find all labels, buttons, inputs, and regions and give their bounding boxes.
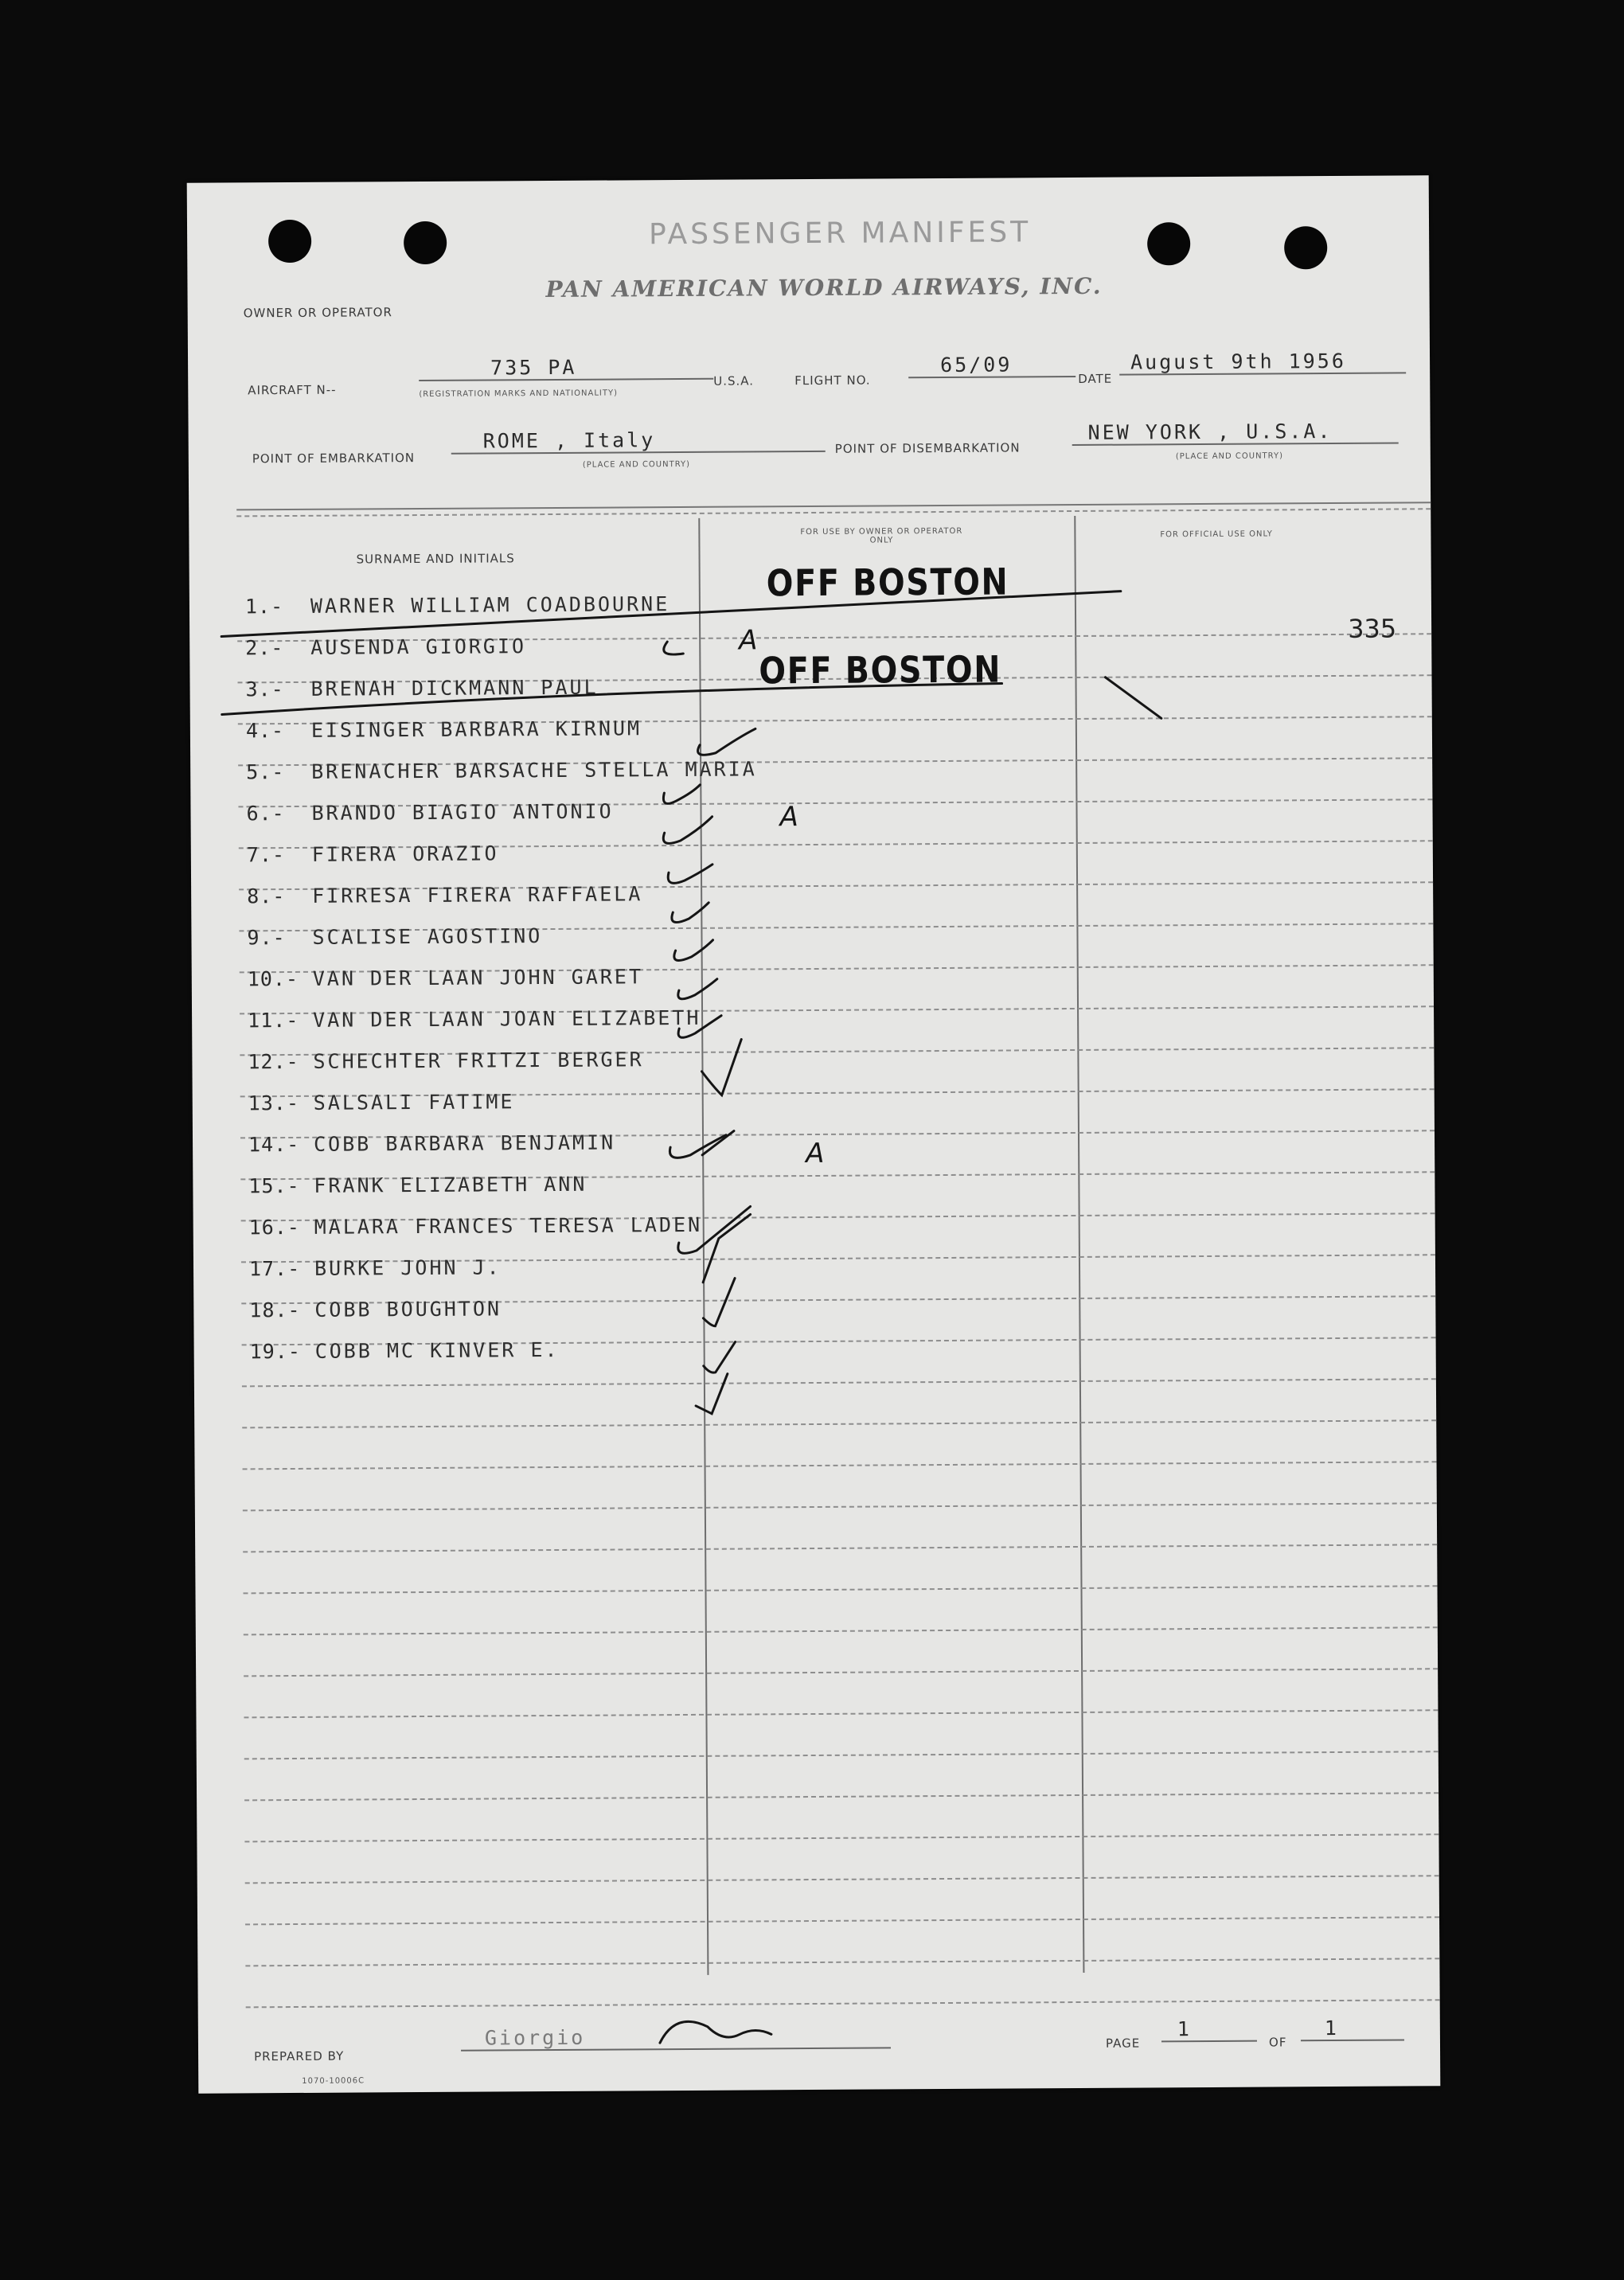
passenger-number: 4.- (245, 719, 285, 743)
check-mark (663, 817, 712, 844)
manifest-sheet (187, 175, 1441, 2093)
passenger-name: MALARA FRANCES TERESA LADEN (314, 1212, 703, 1239)
page-label: PAGE (1105, 2036, 1141, 2051)
owner-label: OWNER OR OPERATOR (243, 305, 392, 321)
disembarkation-caption: (PLACE AND COUNTRY) (1175, 451, 1284, 462)
passenger-name: VAN DER LAAN JOAN ELIZABETH (313, 1005, 701, 1032)
passenger-name: EISINGER BARBARA KIRNUM (310, 716, 642, 742)
passenger-name: WARNER WILLIAM COADBOURNE (310, 592, 670, 618)
check-mark (702, 1131, 734, 1155)
check-mark (678, 979, 717, 999)
passenger-name: COBB MC KINVER E. (314, 1337, 560, 1363)
passenger-name: COBB BARBARA BENJAMIN (313, 1130, 616, 1156)
passenger-number: 3.- (245, 677, 284, 701)
check-mark (701, 1040, 741, 1095)
passenger-number: 6.- (246, 802, 285, 826)
column-header-owner-use: FOR USE BY OWNER OR OPERATOR ONLY (800, 526, 963, 545)
official-number: 335 (1348, 613, 1397, 644)
passenger-name: AUSENDA GIORGIO (310, 634, 527, 659)
passenger-number: 11.- (248, 1008, 299, 1033)
passenger-name: BURKE JOHN J. (314, 1255, 502, 1280)
passenger-name: SALSALI FATIME (313, 1090, 515, 1115)
check-mark (670, 1135, 726, 1158)
date-label: DATE (1078, 371, 1113, 386)
handwritten-a-mark: A (806, 1137, 825, 1170)
disembarkation-value: NEW YORK , U.S.A. (1072, 419, 1399, 446)
passenger-number: 13.- (248, 1091, 300, 1115)
check-mark (696, 1374, 728, 1414)
check-mark (678, 1016, 721, 1038)
passenger-number: 17.- (248, 1256, 301, 1281)
check-mark (697, 728, 755, 755)
column-header-official-use: FOR OFFICIAL USE ONLY (1160, 529, 1273, 540)
passenger-name: FRANK ELIZABETH ANN (314, 1172, 588, 1197)
check-mark (677, 1206, 750, 1253)
usa-label: U.S.A. (713, 373, 755, 388)
page-total: 1 (1301, 2016, 1404, 2041)
aircraft-label: AIRCRAFT N-- (248, 382, 337, 398)
passenger-number: 10.- (247, 966, 299, 991)
airline-name: PAN AMERICAN WORLD AIRWAYS, INC. (545, 272, 1103, 303)
handwritten-a-mark: A (739, 624, 758, 657)
passenger-number: 12.- (248, 1049, 299, 1074)
off-boston-stamp: OFF BOSTON (766, 560, 1009, 605)
passenger-name: SCHECHTER FRITZI BERGER (313, 1048, 644, 1073)
passenger-number: 9.- (247, 926, 286, 950)
embarkation-caption: (PLACE AND COUNTRY) (582, 459, 691, 470)
strike-through-line (1105, 677, 1161, 718)
passenger-number: 15.- (248, 1173, 300, 1198)
page-number: 1 (1161, 2017, 1257, 2043)
passenger-name: BRENACHER BARSACHE STELLA MARIA (311, 757, 757, 783)
aircraft-value: 735 PA (419, 355, 713, 381)
date-value: August 9th 1956 (1119, 349, 1406, 375)
passenger-name: COBB BOUGHTON (314, 1297, 502, 1322)
strike-through-line (222, 684, 1002, 715)
disembarkation-label: POINT OF DISEMBARKATION (834, 440, 1021, 456)
column-header-names: SURNAME AND INITIALS (356, 551, 515, 567)
flight-value: 65/09 (908, 353, 1076, 378)
passenger-number: 8.- (247, 884, 286, 908)
check-mark (664, 642, 684, 654)
passenger-number: 16.- (248, 1215, 301, 1240)
passenger-name: BRANDO BIAGIO ANTONIO (311, 799, 614, 825)
off-boston-stamp: OFF BOSTON (759, 647, 1002, 693)
prepared-by-value: Giorgio (461, 2024, 891, 2051)
handwritten-marks (187, 175, 1441, 2093)
flight-label: FLIGHT NO. (794, 373, 871, 388)
check-mark (672, 903, 709, 923)
passenger-name: FIRERA ORAZIO (311, 841, 499, 866)
passenger-name: VAN DER LAAN JOHN GARET (312, 965, 644, 990)
passenger-number: 1.- (244, 595, 284, 619)
passenger-name: BRENAH DICKMANN PAUL (310, 675, 599, 701)
passenger-number: 14.- (248, 1132, 300, 1157)
strike-through-line (221, 591, 1121, 637)
embarkation-label: POINT OF EMBARKATION (252, 451, 416, 467)
form-title: PASSENGER MANIFEST (648, 216, 1032, 252)
prepared-by-label: PREPARED BY (254, 2048, 345, 2064)
passenger-number: 7.- (246, 843, 286, 867)
embarkation-value: ROME , Italy (451, 428, 826, 455)
passenger-number: 5.- (246, 760, 285, 784)
page-of-label: OF (1268, 2035, 1287, 2050)
passenger-number: 2.- (245, 636, 284, 660)
handwritten-a-mark: A (779, 801, 798, 834)
check-mark (668, 865, 712, 884)
aircraft-caption: (REGISTRATION MARKS AND NATIONALITY) (419, 388, 618, 400)
check-mark (704, 1342, 736, 1373)
passenger-name: SCALISE AGOSTINO (312, 924, 543, 949)
check-mark (703, 1279, 735, 1326)
passenger-number: 19.- (249, 1339, 301, 1364)
check-mark (674, 940, 713, 961)
passenger-number: 18.- (249, 1298, 301, 1322)
check-mark (663, 785, 700, 804)
form-code: 1070-10006C (302, 2076, 365, 2086)
passenger-name: FIRRESA FIRERA RAFFAELA (312, 882, 643, 908)
